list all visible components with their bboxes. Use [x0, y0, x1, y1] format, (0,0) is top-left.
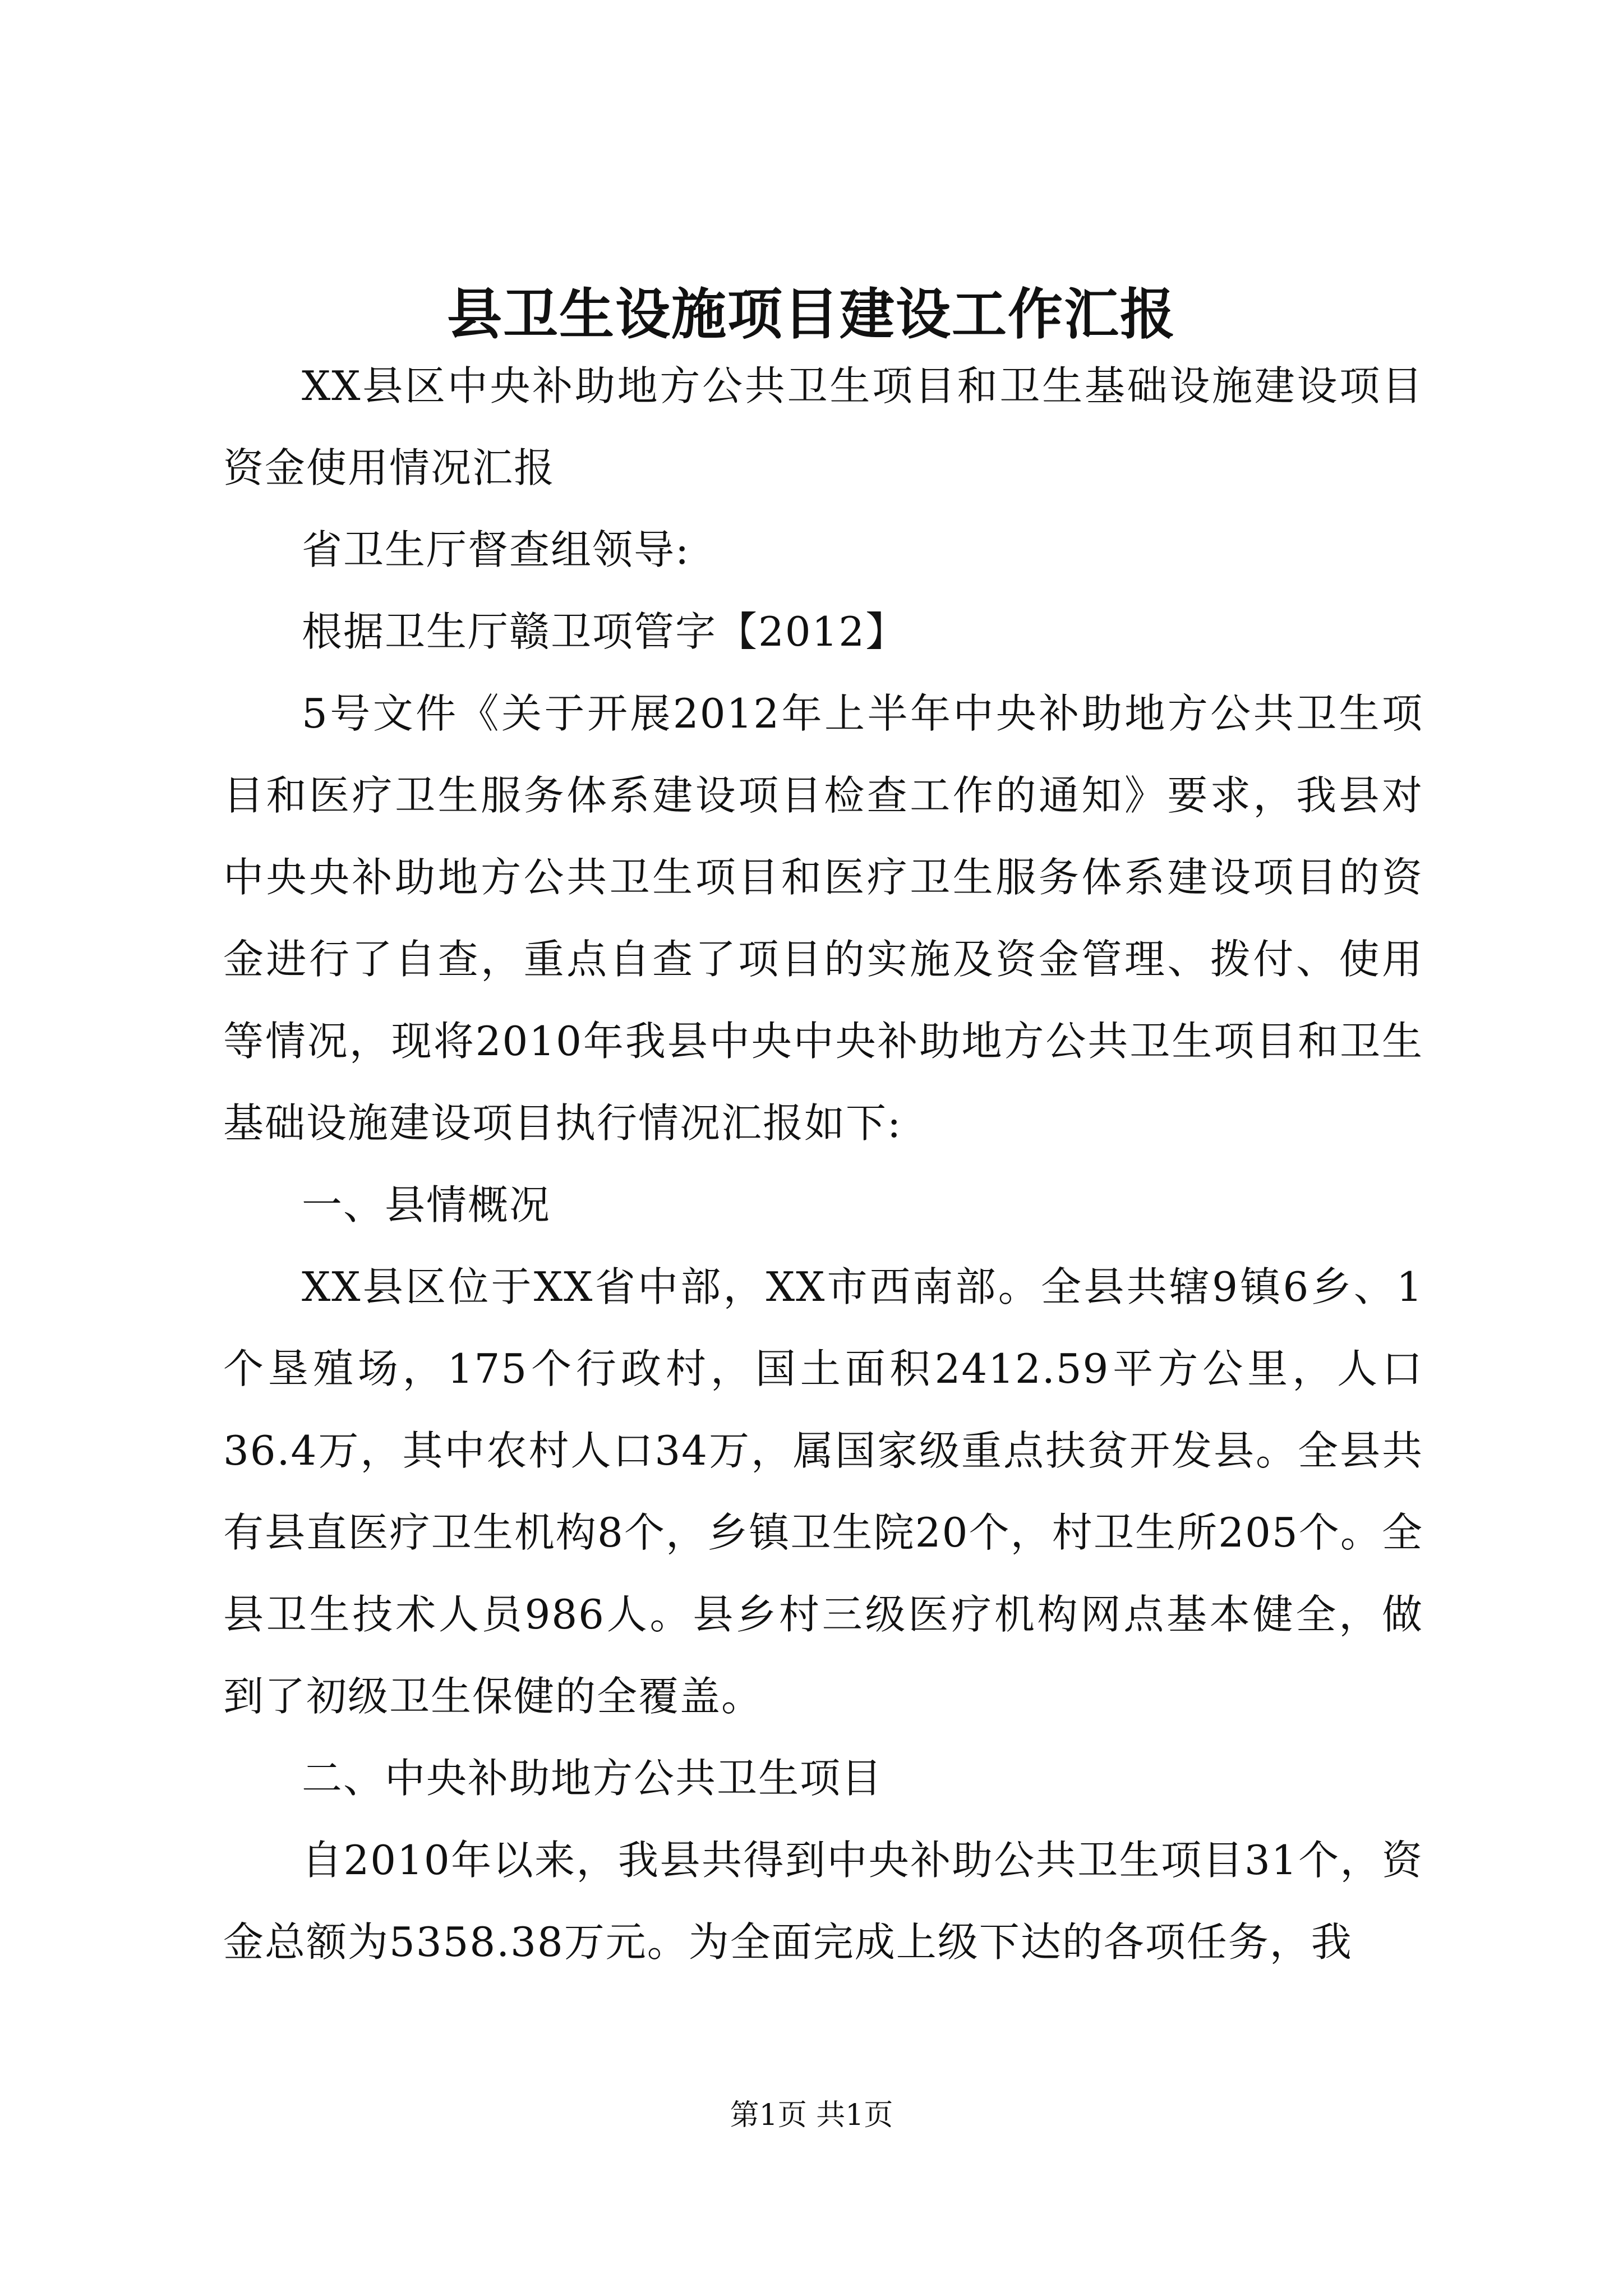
- paragraph: 根据卫生厅赣卫项管字【2012】: [302, 608, 907, 655]
- section-heading: 二、中央补助地方公共卫生项目: [302, 1755, 883, 1802]
- paragraph: XX县区中央补助地方公共卫生项目和卫生基础设施建设项目资金使用情况汇报: [223, 362, 1423, 491]
- document-body: [223, 345, 1423, 1983]
- section-heading: 一、县情概况: [302, 1181, 551, 1228]
- paragraph: XX县区位于XX省中部，XX市西南部。全县共辖9镇6乡、1个垦殖场，175个行政村，国土面积2412.59平方公里，人口36.4万，其中农村人口34万，属国家级重点扶贫开发县。全县共有县直医疗卫生机构8个，乡镇卫生院20个，村卫生所205个。全县卫生技术人员986人。县乡村三级医疗机构网点基本健全，做到了初级卫生保健的全覆盖。: [223, 1263, 1423, 1720]
- document-title: 县卫生设施项目建设工作汇报: [446, 282, 1176, 347]
- paragraph: 5号文件《关于开展2012年上半年中央补助地方公共卫生项目和医疗卫生服务体系建设项目检查工作的通知》要求，我县对中央央补助地方公共卫生项目和医疗卫生服务体系建设项目的资金进行了自查，重点自查了项目的实施及资金管理、拨付、使用等情况，现将2010年我县中央中央补助地方公共卫生项目和卫生基础设施建设项目执行情况汇报如下:: [223, 690, 1423, 1147]
- page-footer: 第1页 共1页: [730, 2099, 893, 2132]
- paragraph: 自2010年以来，我县共得到中央补助公共卫生项目31个，资金总额为5358.38万元。为全面完成上级下达的各项任务，我: [223, 1837, 1423, 1966]
- paragraph: 省卫生厅督查组领导:: [302, 526, 690, 573]
